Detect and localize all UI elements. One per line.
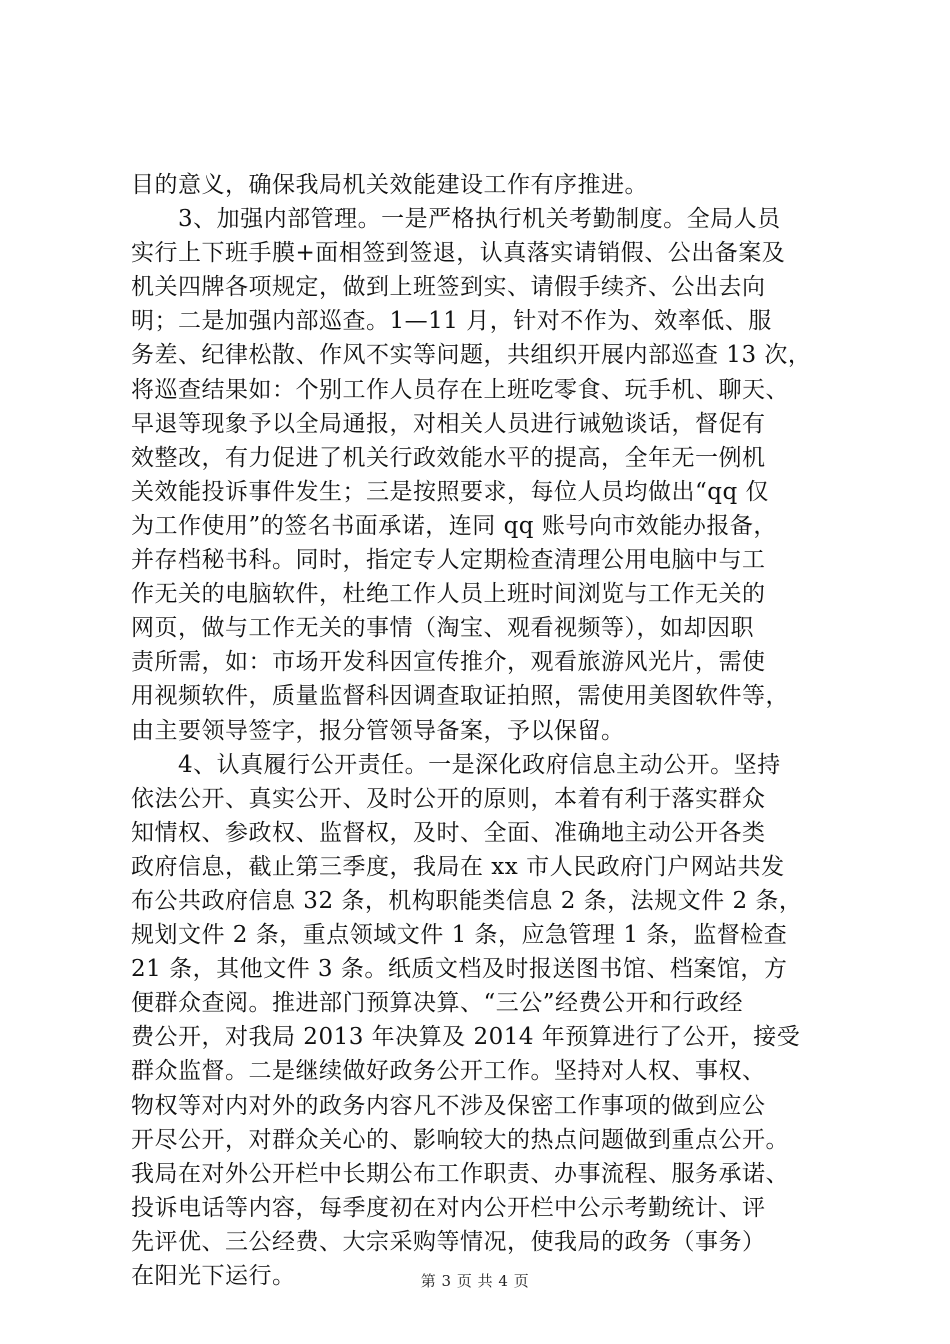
text-line: 由主要领导签字，报分管领导备案，予以保留。 [131, 717, 625, 744]
page-footer: 第 3 页 共 4 页 [420, 1272, 530, 1290]
text-line: 效整改，有力促进了机关行政效能水平的提高，全年无一例机 [131, 444, 766, 471]
text-line: 政府信息，截止第三季度，我局在 xx 市人民政府门户网站共发 [131, 853, 785, 880]
text-line: 3、加强内部管理。一是严格执行机关考勤制度。全局人员 [131, 206, 781, 233]
text-line: 为工作使用”的签名书面承诺，连同 qq 账号向市效能办报备， [131, 512, 777, 539]
text-line: 投诉电话等内容，每季度初在对内公开栏中公示考勤统计、评 [131, 1194, 766, 1221]
text-line: 依法公开、真实公开、及时公开的原则，本着有利于落实群众 [131, 785, 766, 812]
text-line: 开尽公开，对群众关心的、影响较大的热点问题做到重点公开。 [131, 1126, 789, 1153]
text-line: 责所需，如：市场开发科因宣传推介，观看旅游风光片，需使 [131, 649, 766, 676]
text-line: 21 条，其他文件 3 条。纸质文档及时报送图书馆、档案馆，方 [131, 956, 788, 983]
text-line: 早退等现象予以全局通报，对相关人员进行诫勉谈话，督促有 [131, 410, 766, 437]
text-line: 用视频软件，质量监督科因调查取证拍照，需使用美图软件等， [131, 683, 789, 710]
text-line: 务差、纪律松散、作风不实等问题，共组织开展内部巡查 13 次， [131, 342, 812, 369]
text-line: 我局在对外公开栏中长期公布工作职责、办事流程、服务承诺、 [131, 1160, 789, 1187]
text-line: 网页，做与工作无关的事情（淘宝、观看视频等），如却因职 [131, 615, 754, 642]
text-line: 目的意义，确保我局机关效能建设工作有序推进。 [131, 172, 648, 198]
text-line: 便群众查阅。推进部门预算决算、“三公”经费公开和行政经 [131, 990, 744, 1017]
text-line: 实行上下班手膜+面相签到签退，认真落实请销假、公出备案及 [131, 240, 786, 267]
text-line: 机关四牌各项规定，做到上班签到实、请假手续齐、公出去向 [131, 274, 766, 301]
text-line: 明；二是加强内部巡查。1—11 月，针对不作为、效率低、服 [131, 308, 772, 335]
text-line: 作无关的电脑软件，杜绝工作人员上班时间浏览与工作无关的 [131, 581, 766, 608]
text-line: 规划文件 2 条，重点领域文件 1 条，应急管理 1 条，监督检查 [131, 922, 788, 949]
text-line: 关效能投诉事件发生；三是按照要求，每位人员均做出“qq 仅 [131, 478, 770, 505]
text-line: 先评优、三公经费、大宗采购等情况，使我局的政务（事务） [131, 1228, 766, 1255]
text-line: 并存档秘书科。同时，指定专人定期检查清理公用电脑中与工 [131, 547, 766, 574]
text-line: 知情权、参政权、监督权，及时、全面、准确地主动公开各类 [131, 819, 766, 846]
text-line: 4、认真履行公开责任。一是深化政府信息主动公开。坚持 [131, 751, 781, 778]
text-line: 物权等对内对外的政务内容凡不涉及保密工作事项的做到应公 [131, 1092, 766, 1119]
text-line: 群众监督。二是继续做好政务公开工作。坚持对人权、事权、 [131, 1058, 766, 1085]
text-line: 费公开，对我局 2013 年决算及 2014 年预算进行了公开，接受 [131, 1024, 801, 1051]
text-line: 布公共政府信息 32 条，机构职能类信息 2 条，法规文件 2 条， [131, 887, 803, 914]
document-body [131, 168, 851, 1293]
text-line: 将巡查结果如：个别工作人员存在上班吃零食、玩手机、聊天、 [131, 376, 789, 403]
text-line: 在阳光下运行。 [131, 1263, 296, 1289]
